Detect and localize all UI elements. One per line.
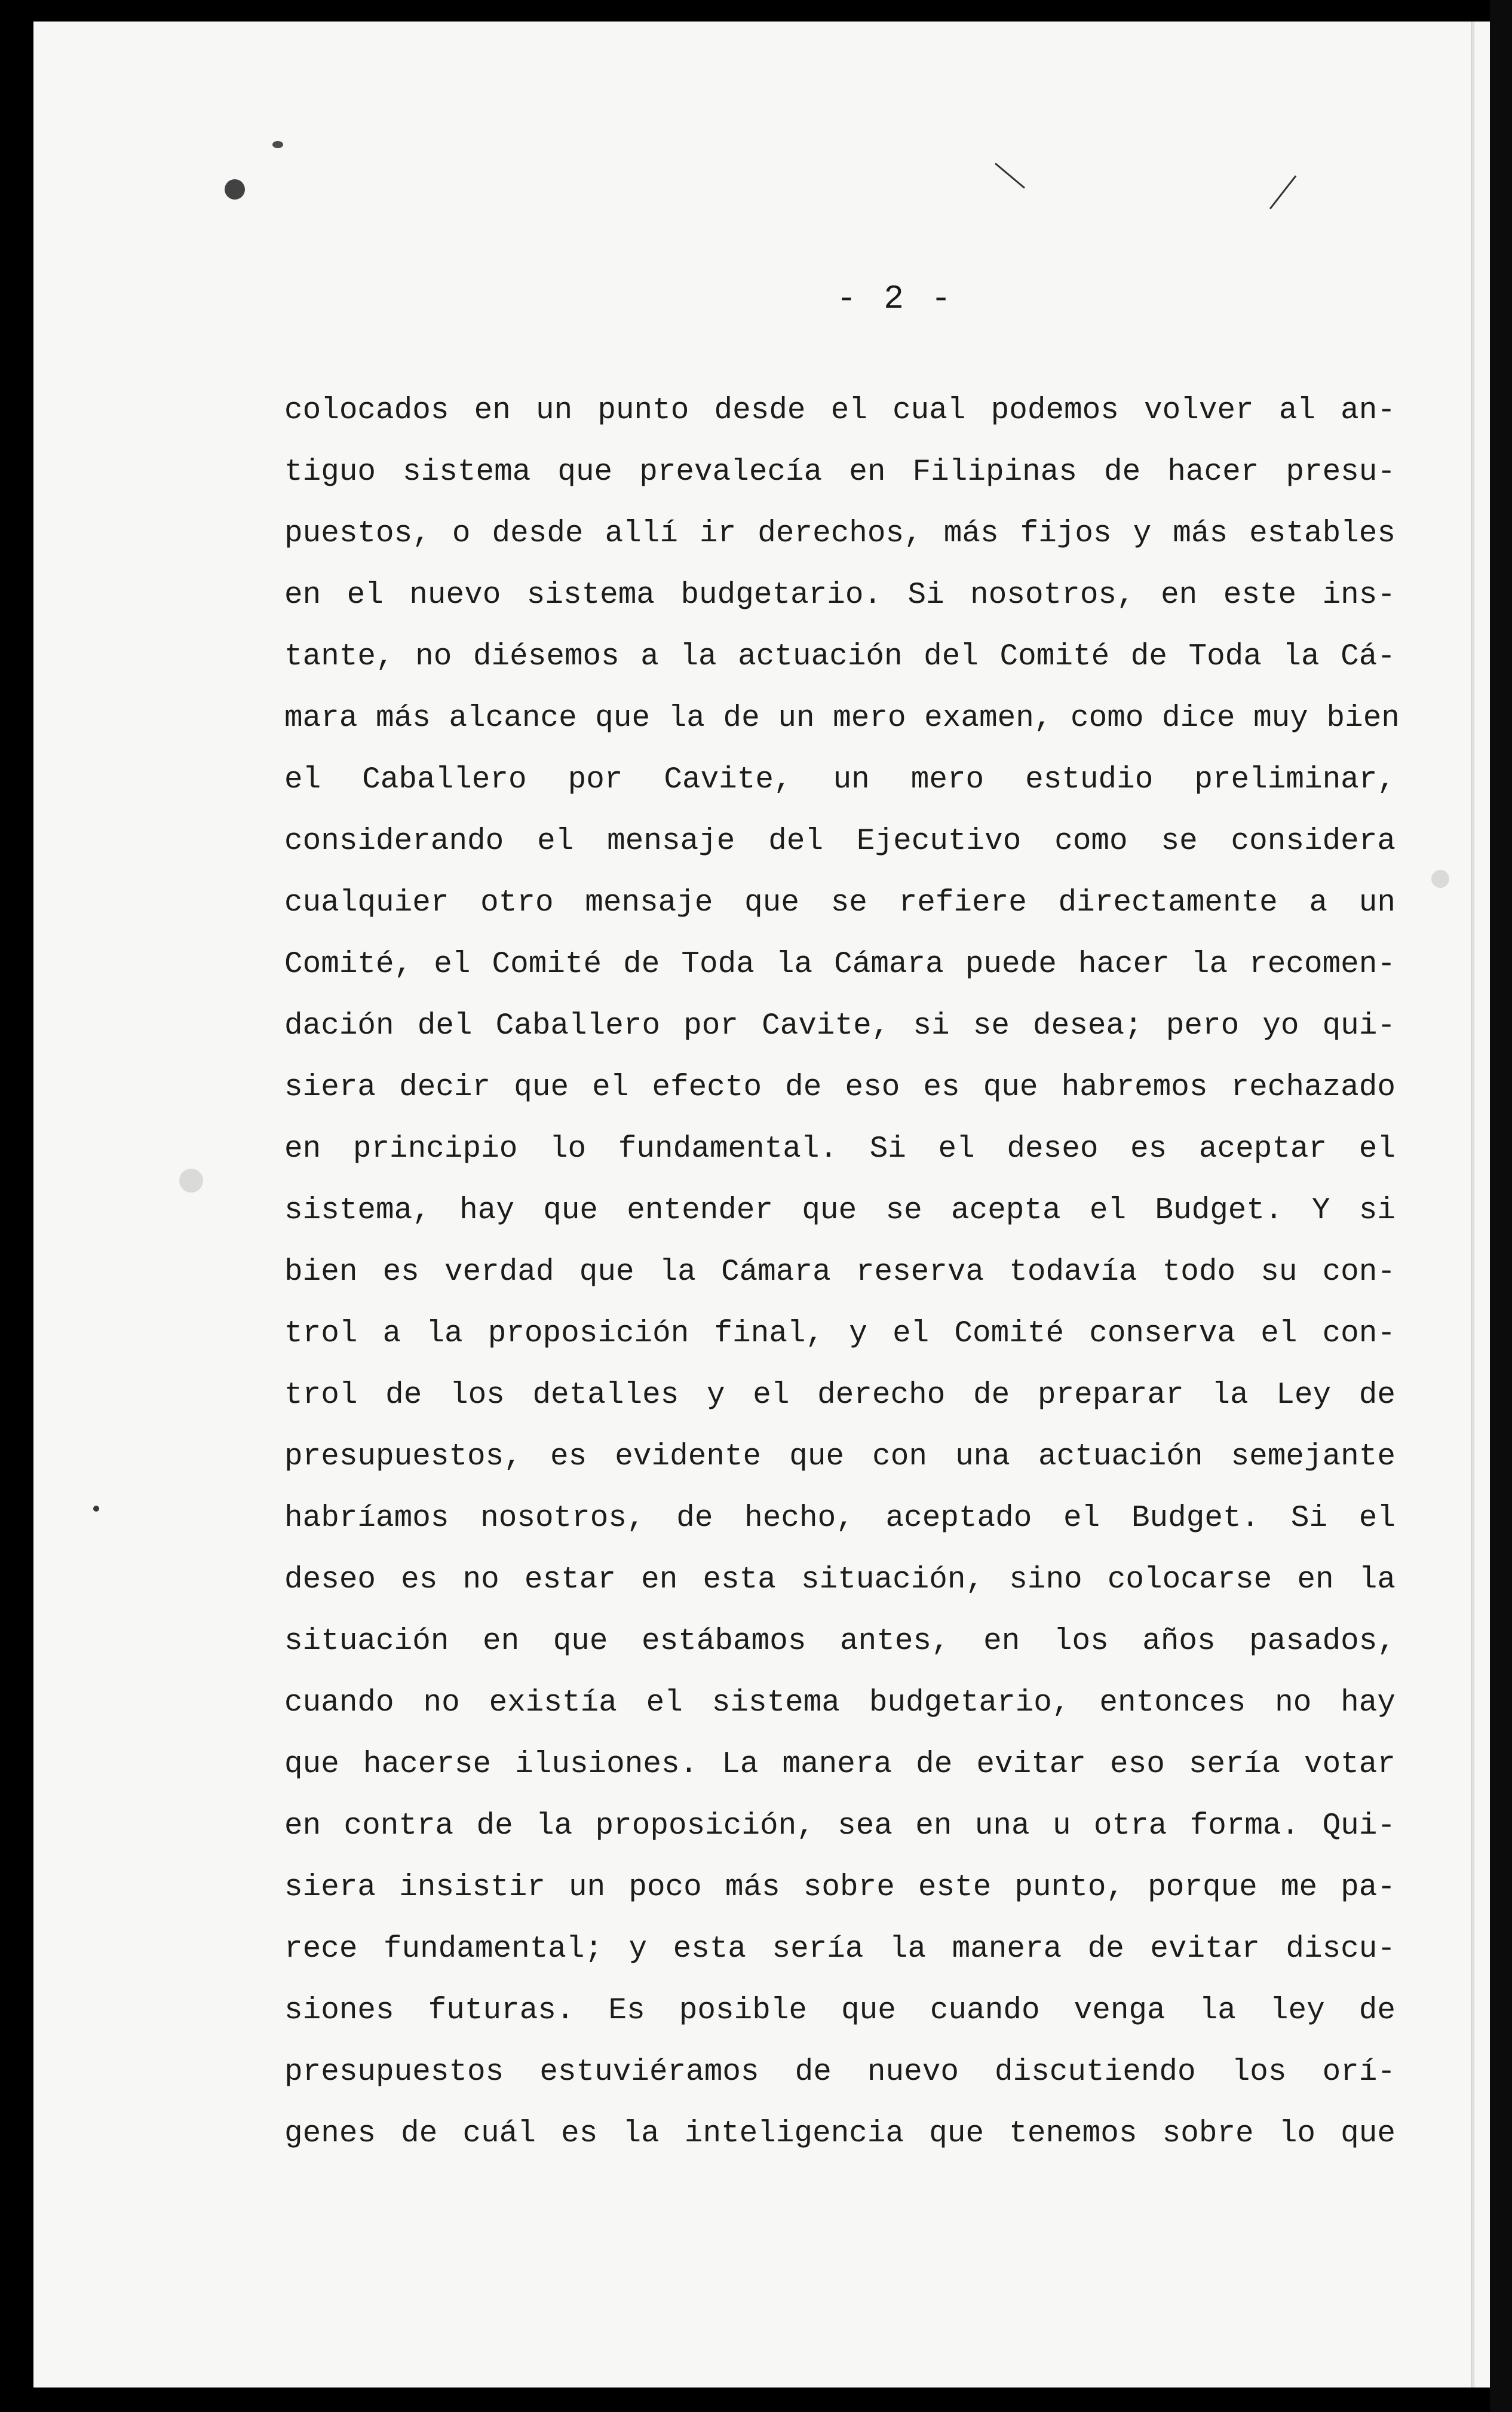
text-line: en principio lo fundamental. Si el deseo es aceptar el — [284, 1132, 1396, 1166]
text-line: trol de los detalles y el derecho de preparar la Ley de — [284, 1378, 1396, 1412]
scan-border — [1490, 0, 1512, 2412]
text-line: cualquier otro mensaje que se refiere directamente a un — [284, 886, 1396, 920]
ink-smudge — [225, 179, 245, 200]
text-line: situación en que estábamos antes, en los años pasados, — [284, 1625, 1396, 1659]
text-line: cuando no existía el sistema budgetario, entonces no hay — [284, 1686, 1396, 1720]
text-line: puestos, o desde allí ir derechos, más fijos y más estables — [284, 517, 1396, 551]
text-line: rece fundamental; y esta sería la manera de evitar discu- — [284, 1932, 1396, 1966]
text-line: trol a la proposición final, y el Comité conserva el con- — [284, 1317, 1396, 1351]
text-line: presupuestos estuviéramos de nuevo discutiendo los orí- — [284, 2055, 1396, 2089]
text-line: siera insistir un poco más sobre este punto, porque me pa- — [284, 1871, 1396, 1905]
scan-mark — [995, 163, 1025, 188]
text-line: habríamos nosotros, de hecho, aceptado el Budget. Si el — [284, 1501, 1396, 1536]
text-line: tiguo sistema que prevalecía en Filipinas de hacer presu- — [284, 455, 1396, 489]
text-line: siera decir que el efecto de eso es que habremos rechazado — [284, 1071, 1396, 1105]
text-line: considerando el mensaje del Ejecutivo como se considera — [284, 825, 1396, 859]
text-line: colocados en un punto desde el cual podemos volver al an- — [284, 394, 1396, 428]
text-line: mara más alcance que la de un mero examen, como dice muy bien — [284, 701, 1400, 735]
text-line: dación del Caballero por Cavite, si se desea; pero yo qui- — [284, 1009, 1396, 1043]
text-line: deseo es no estar en esta situación, sino colocarse en la — [284, 1563, 1396, 1597]
ink-smudge — [272, 141, 283, 148]
text-line: sistema, hay que entender que se acepta el Budget. Y si — [284, 1194, 1396, 1228]
text-line: que hacerse ilusiones. La manera de evitar eso sería votar — [284, 1748, 1396, 1782]
paper-stain — [1431, 870, 1449, 888]
paper-stain — [179, 1169, 203, 1193]
scan-mark — [1269, 175, 1296, 209]
page-number: - 2 - — [836, 280, 955, 318]
text-line: presupuestos, es evidente que con una actuación semejante — [284, 1440, 1396, 1474]
text-line: bien es verdad que la Cámara reserva todavía todo su con- — [284, 1255, 1396, 1289]
document-body — [284, 380, 1400, 2165]
page-edge-shadow — [1471, 22, 1474, 2388]
text-line: el Caballero por Cavite, un mero estudio preliminar, — [284, 763, 1396, 797]
ink-speck — [93, 1506, 99, 1512]
text-line: tante, no diésemos a la actuación del Comité de Toda la Cá- — [284, 640, 1396, 674]
text-line: Comité, el Comité de Toda la Cámara puede hacer la recomen- — [284, 948, 1396, 982]
text-line: en el nuevo sistema budgetario. Si nosotros, en este ins- — [284, 578, 1396, 612]
text-line: siones futuras. Es posible que cuando venga la ley de — [284, 1994, 1396, 2028]
text-line: genes de cuál es la inteligencia que tenemos sobre lo que — [284, 2117, 1396, 2151]
text-line: en contra de la proposición, sea en una u otra forma. Qui- — [284, 1809, 1396, 1843]
